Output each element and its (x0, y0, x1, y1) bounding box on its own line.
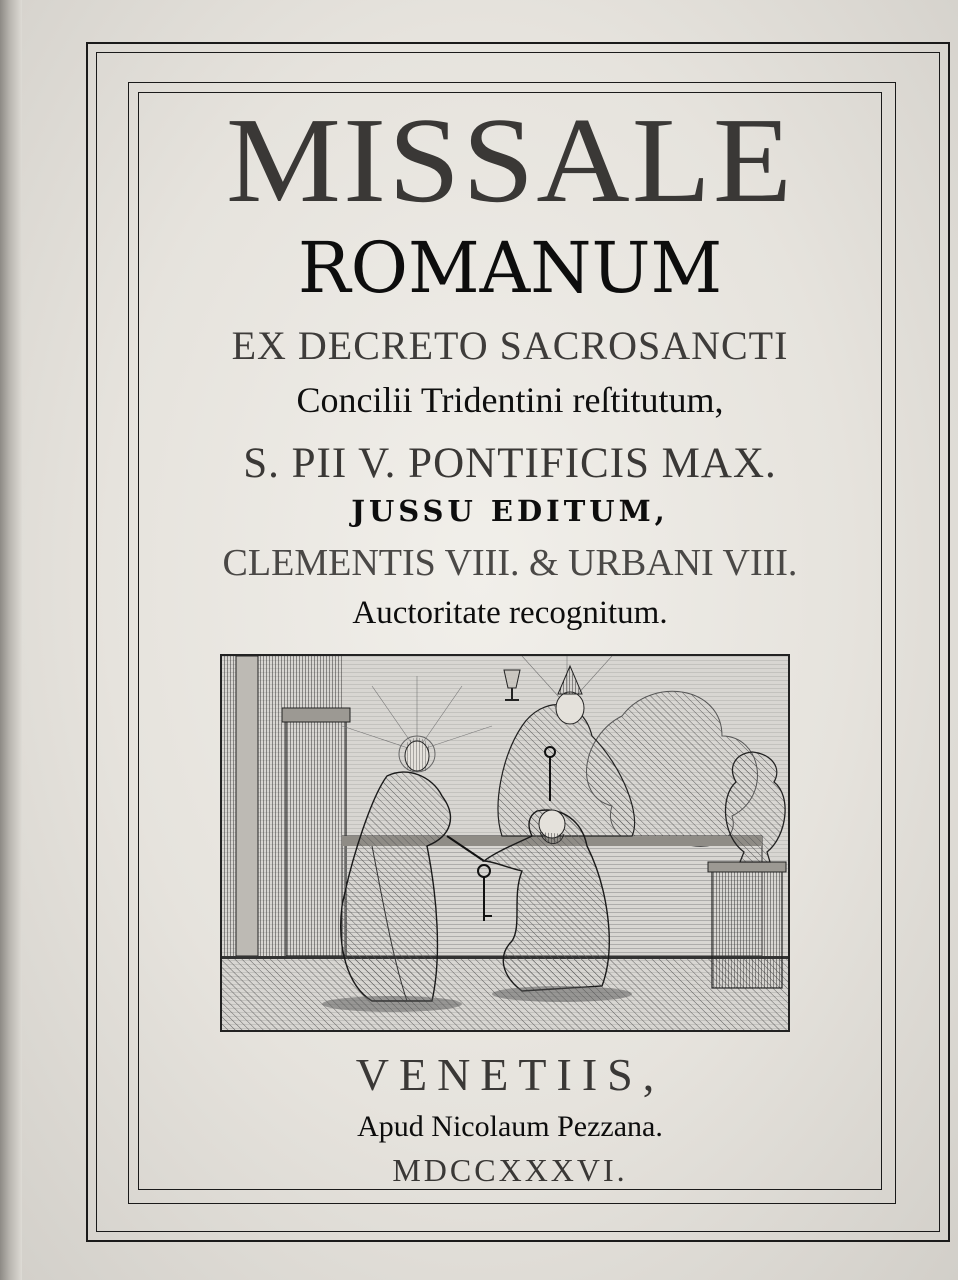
title-missale: MISSALE (225, 93, 795, 228)
title-romanum: ROMANUM (297, 227, 723, 309)
imprint-place: VENETIIS, (355, 1049, 665, 1100)
imprint-publisher: Apud Nicolaum Pezzana. (357, 1110, 663, 1143)
subtitle-clementis: CLEMENTIS VIII. & URBANI VIII. (222, 542, 798, 584)
subtitle-ex-decreto: EX DECRETO SACROSANCTI (231, 323, 789, 368)
engraving-illustration (220, 654, 790, 1032)
imprint-year: MDCCXXXVI. (392, 1152, 628, 1188)
subtitle-jussu-editum: JUSSU EDITUM, (351, 494, 669, 528)
subtitle-concilii: Concilii Tridentini reſtitutum, (296, 380, 724, 420)
subtitle-pii-v: S. PII V. PONTIFICIS MAX. (243, 440, 777, 487)
subtitle-auctoritate: Auctoritate recognitum. (352, 595, 668, 631)
book-spine-edge (0, 0, 22, 1280)
